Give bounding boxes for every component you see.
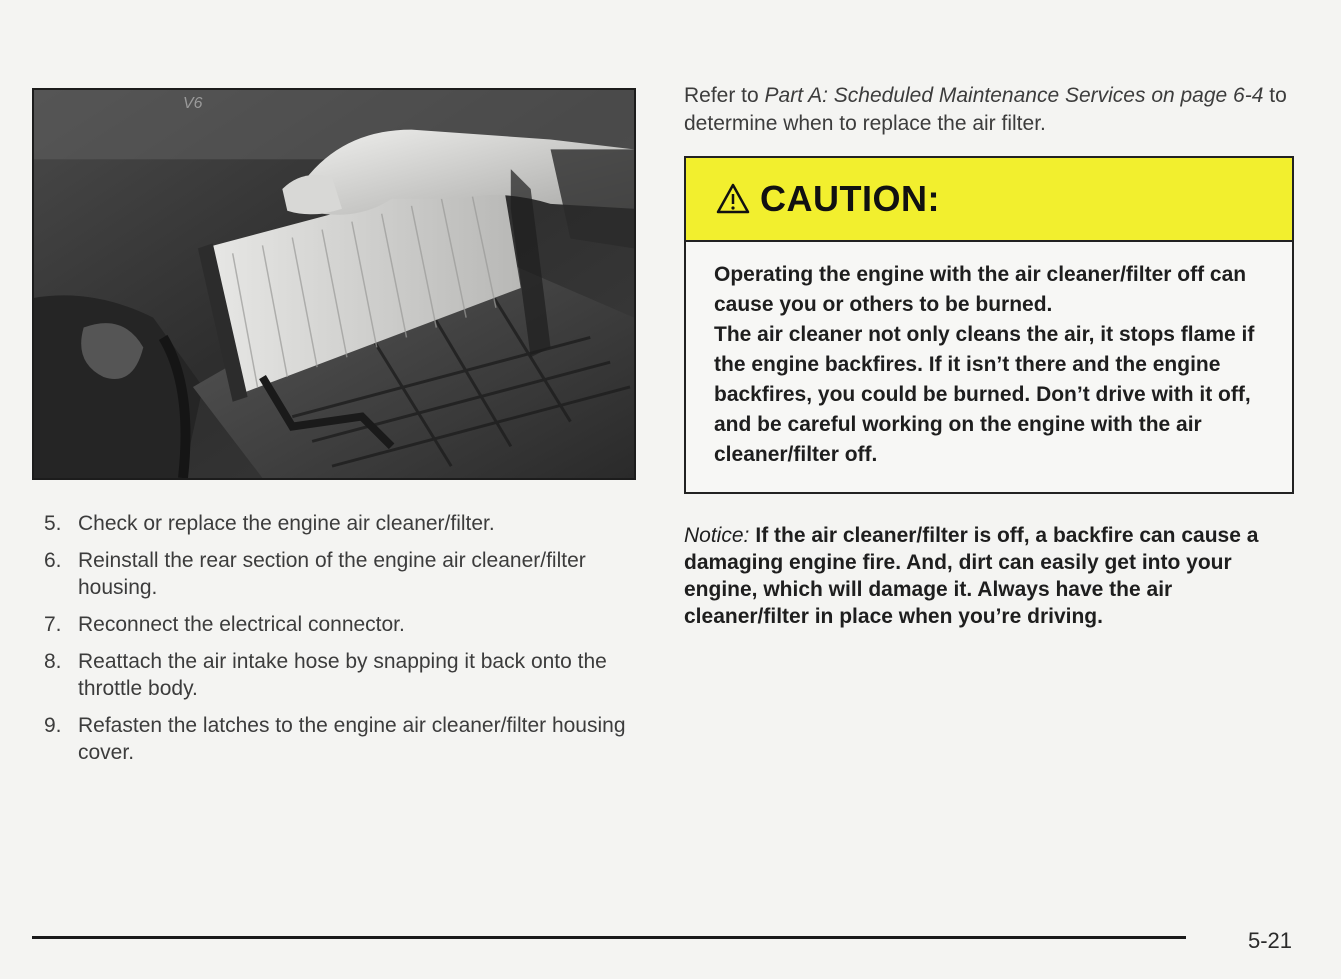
engine-cover-lettering: V6	[183, 94, 203, 112]
step-text: Check or replace the engine air cleaner/filter.	[78, 512, 495, 535]
maintenance-reference	[684, 82, 1294, 138]
notice-label: Notice:	[684, 524, 750, 547]
notice-paragraph	[684, 522, 1284, 630]
step-number: 5.	[44, 512, 62, 535]
notice-text: If the air cleaner/filter is off, a backfire can cause a damaging engine fire. And, dirt can easily get into your engine, which will damage it. Always have the air cleaner/filter in place when you’re driving.	[684, 524, 1259, 628]
step-text: Reconnect the electrical connector.	[78, 613, 405, 636]
procedure-steps-list	[44, 510, 634, 776]
step-number: 9.	[44, 714, 62, 737]
caution-paragraph: The air cleaner not only cleans the air, it stops flame if the engine backfires. If it isn’t there and the engine backfires, you could be burned. Don’t drive with it off, and be careful working on the engine with the air cleaner/filter off.	[714, 323, 1255, 466]
step-number: 8.	[44, 650, 62, 673]
step-text: Reattach the air intake hose by snapping it back onto the throttle body.	[78, 650, 607, 700]
list-item	[44, 648, 634, 702]
maintenance-schedule-link[interactable]: Part A: Scheduled Maintenance Services on page 6-4	[764, 84, 1264, 107]
footer-divider	[32, 936, 1186, 939]
refer-prefix: Refer to	[684, 84, 765, 107]
step-text: Refasten the latches to the engine air cleaner/filter housing cover.	[78, 714, 626, 764]
warning-triangle-icon	[716, 183, 750, 215]
step-number: 7.	[44, 613, 62, 636]
caution-title: CAUTION:	[760, 178, 940, 219]
filter-installation-image	[34, 90, 634, 478]
caution-body	[686, 242, 1292, 470]
air-cleaner-filter-photo	[32, 88, 636, 480]
refer-suffix: to determine when to replace the air filter.	[684, 84, 1287, 135]
caution-header	[686, 158, 1292, 242]
list-item	[44, 547, 634, 601]
step-text: Reinstall the rear section of the engine air cleaner/filter housing.	[78, 549, 586, 599]
caution-paragraph: Operating the engine with the air cleaner/filter off can cause you or others to be burned.	[714, 263, 1247, 316]
page-number: 5-21	[1248, 928, 1293, 953]
list-item	[44, 510, 634, 537]
list-item	[44, 611, 634, 638]
list-item	[44, 712, 634, 766]
caution-box	[684, 156, 1294, 494]
step-number: 6.	[44, 549, 62, 572]
